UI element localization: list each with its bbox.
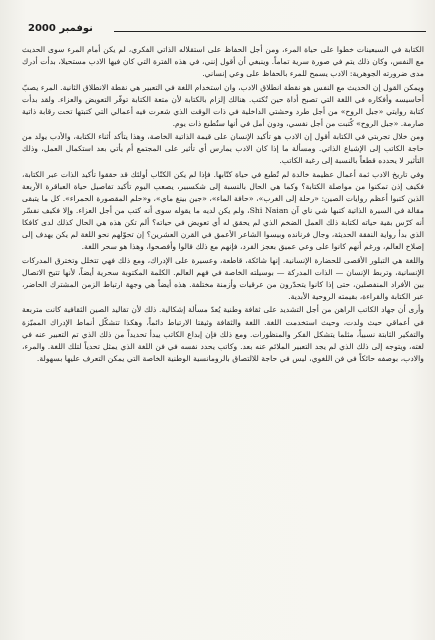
paragraph: الكتابة في السبعينات خطوا على حياة المرء، ومن أجل الحفاظ على استقلاله الذاتي الفكري، لم يكن أمام المرء سوى الحديث مع النفس، وكان ذلك يتم في صورة سرية تماماً. وينبغي أن أقول إنني، في هذه الفترة التي كان فيها الادب مستحيلا، بدأت أدرك مدى ضرورته الجوهرية: الادب يسمح للمرء بالحفاظ على وعي إنساني. xyxy=(22,45,424,79)
paragraph: ويمكن القول إن الحديث مع النفس هو نقطة انطلاق الادب، وان استخدام اللغة في التعبير هي نقطة الانطلاق الثانية. المرء يصبّ أحاسيسه وأفكاره في اللغة التي تصبح أداة حين تُكتب. هنالك إلزام بالكتابة لأن متعة الكتابة توفّر التعويض والعزاء. ولقد بدأت كتابة روايتي «جبل الروح» من أجل طرد وحشتي الداخلية في ذات الوقت الذي شعرت فيه أعمالي التي كتبتها تحت رقابة ذاتية صارمة. «جبل الروح» كُتبت من أجل نفسي، ودون أمل في أنها ستُطبع ذات يوم. xyxy=(22,82,424,128)
paragraph: ومن خلال تجربتي في الكتابة أقول إن الادب هو تأكيد الإنسان على قيمة الذاتية الخاصة، وهذا يتأكد أثناء الكتابة، والأدب يولد من حاجة الكاتب إلى الإشباع الذاتي. ومسألة ما إذا كان الادب يمارس أي تأثير على المجتمع أم يأتي بعد استكمال العمل، وذلك التأثير لا يحدده قطعاً بالنسبة إلى رغبة الكاتب. xyxy=(22,132,424,166)
paragraph: وأرى أن جهاد الكاتب الراهن من أجل التشديد على ثقافة وطنية يُعدّ مسألة إشكالية. ذلك لأن تقاليد الصين الثقافية كانت متربعة في أعماقي حيث ولدت، وحيث استخدمت اللغة. اللغة والثقافة وثيقتا الارتباط دائماً، وهكذا تتشكّل أنماط الإدراك المميّزة والتفكير الثابتة نسبياً، مثلما يتشكل الفكر والمنظورات. ومع ذلك فإن إبداع الكاتب يبدأ تحديداً من ذلك الذي تم التعبير عنه في لغته، ويتوجه إلى ذلك الذي لم يجد التعبير الملائم عنه بعد. وكاتب يحدد نفسه في فن اللغة الذي يمثل تحدياً لتلك اللغة. والمرء، والادب، بوصفه حائكاً في فن اللغوي، ليس في حاجة للالتصاق بالرومانسية الوطنية الخاصة التي يمكن التعرف عليها بسهولة. xyxy=(22,305,424,363)
page-header xyxy=(28,22,426,40)
paragraph: واللغة هي التبلور الأقصى للحضارة الإنسانية. إنها شائكة، قاطعة، وعسيرة على الإدراك، ومع ذلك فهي تتخلل وتخترق المدركات الإنسانية، وتربط الإنسان — الذات المدركة — بوسيلته الخاصة في فهم العالم. الكلمة المكتوبة سحرية أيضاً، لأنها تتيح الاتصال بين الأفراد المنفصلين، حتى إذا كانوا يتحدّرون من عرقيات وأزمنة مختلفة. هذه أيضاً هي وجهة ارتباط الزمن المشترك الحاضر، عبر الكتابة والقراءة، بقيمته الروحية الأبدية. xyxy=(22,255,424,301)
paragraph: وفي تاريخ الادب ثمة أعمال عظيمة خالدة لم تُطبع في حياة كتّابها. فإذا لم يكن الكتّاب أولئك قد حققوا تأكيد الذات عبر الكتابة، فكيف إذن تمكنوا من مواصلة الكتابة؟ وكما هي الحال بالنسبة إلى شكسبير، يصعب اليوم تأكيد تفاصيل حياة العباقرة الأربعة الذين كتبوا أعظم روايات الصين: «رحلة إلى الغرب»، «حافة الماء»، «جين بينغ ماي»، و«حلم المقصورة الحمراء». كل ما يتبقى مقالة في السيرة الذاتية كتبها شي ناي آن Shi Naian، ولم يكن لديه ما يقوله سوى أنه كتب من أجل العزاء. وإلا فكيف نفسّر أنه كرّس بقية حياته لكتابة ذلك العمل الضخم الذي لم يحقق له أي تعويض في حياته؟ ألم تكن هذه هي الحال كذلك لدى كافكا الذي بدأ رواية النفقة الحديثة، وجال فرنانده وبيسوا الشاعر الأعمق في القرن العشرين؟ إن تحوّلهم نحو اللغة لم يكن يهدف إلى إصلاح العالم، ورغم أنهم كانوا على وعي عميق بعجز الفرد، فإنهم مع ذلك قالوا وأفصحوا، وهذا هو سحر اللغة. xyxy=(22,169,424,252)
header-rule xyxy=(114,31,426,32)
article-body xyxy=(22,44,424,628)
issue-date: نوفمبر 2000 xyxy=(28,23,93,34)
